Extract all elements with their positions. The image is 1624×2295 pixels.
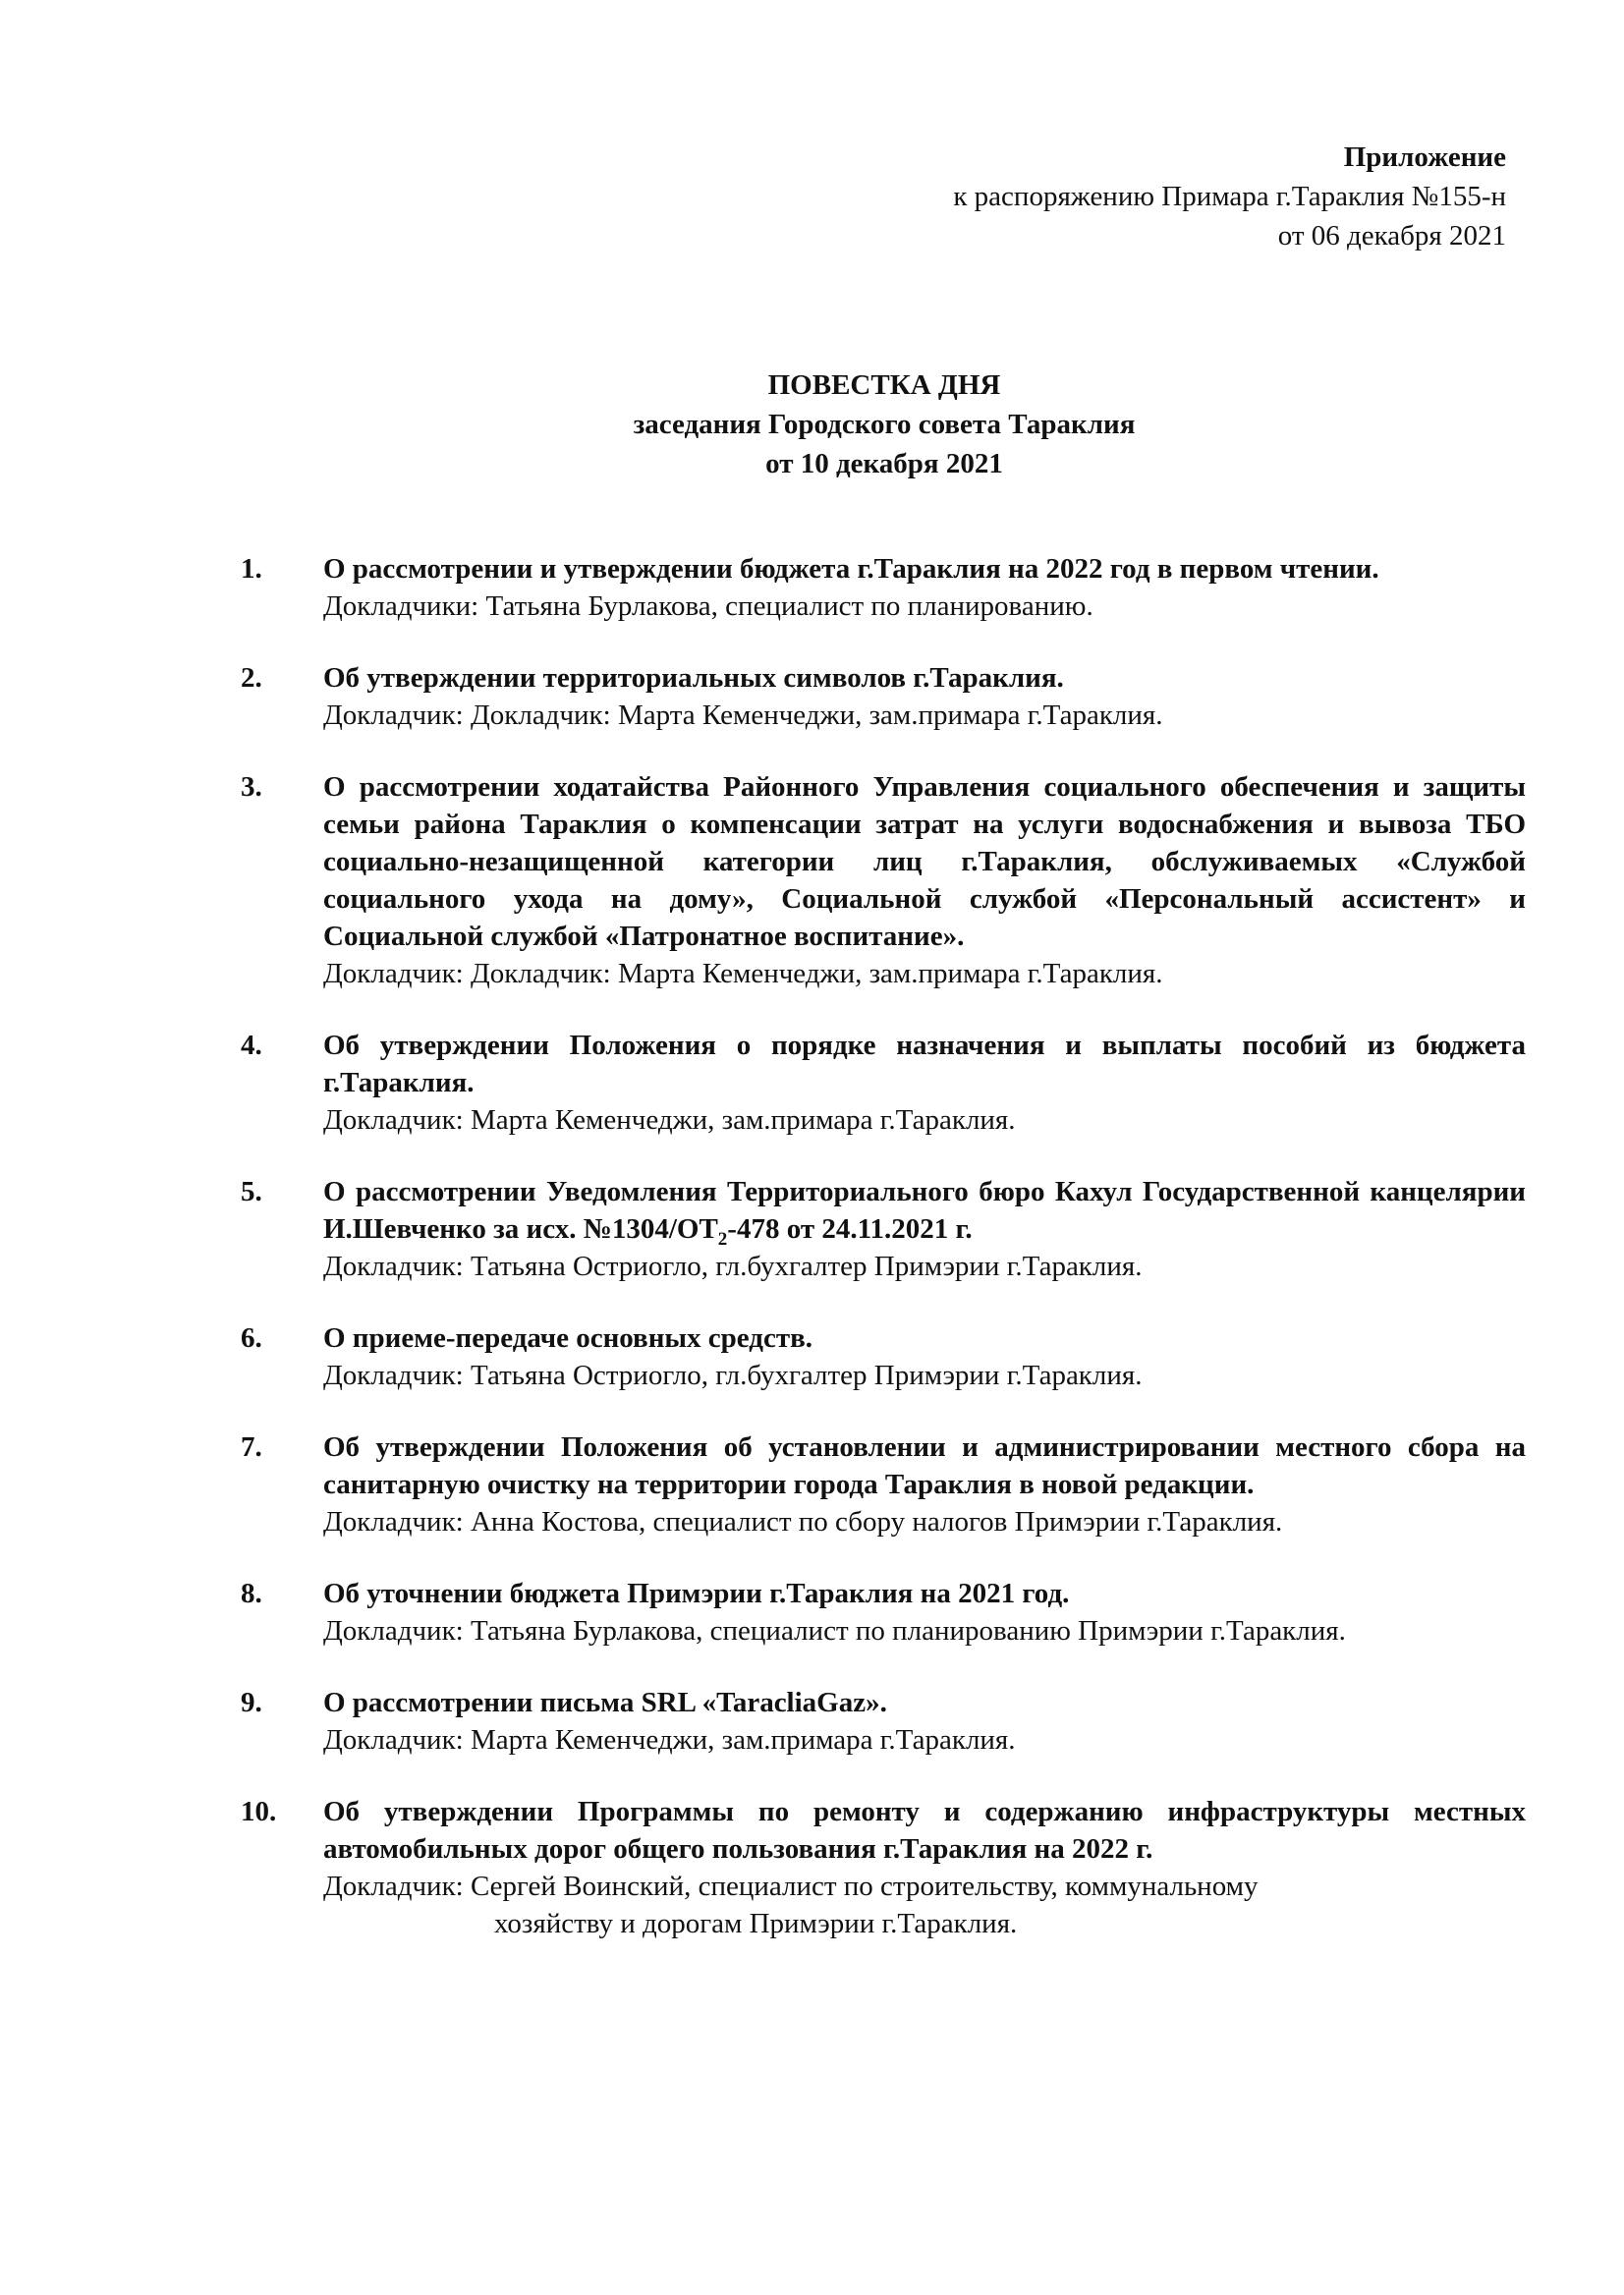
agenda-title: ПОВЕСТКА ДНЯ: [767, 369, 1001, 401]
item-title: О рассмотрении ходатайства Районного Управления социального обеспечения и защиты семьи района Тараклия о компенсации затрат на услуги водоснабжения и вывоза ТБО социально-незащищенной категории лиц г.Тараклия, обслуживаемых «Службой социального ухода на дому», Социальной службой «Персональный ассистент» и Социальной службой «Патронатное воспитание».: [323, 771, 1526, 952]
agenda-item-5: [241, 1173, 1526, 1285]
agenda-list: [241, 550, 1526, 1977]
item-title-part: О рассмотрении Уведомления Территориального бюро Кахул Государственной канцелярии И.Шевченко за исх. №1304/ОТ: [323, 1176, 1526, 1245]
item-title: О рассмотрении письма SRL «TaracliaGaz».: [323, 1687, 887, 1718]
appendix-block: [953, 138, 1506, 255]
item-title: Об утверждении Программы по ремонту и содержанию инфраструктуры местных автомобильных дорог общего пользования г.Тараклия на 2022 г.: [323, 1796, 1526, 1865]
item-title: О приеме-передаче основных средств.: [323, 1322, 812, 1354]
item-speaker: Докладчик: Докладчик: Марта Кеменчеджи, зам.примара г.Тараклия.: [323, 958, 1163, 989]
item-speaker: Докладчик: Сергей Воинский, специалист по строительству, коммунальному: [323, 1871, 1259, 1902]
item-number: 9.: [241, 1687, 262, 1718]
appendix-order-ref: к распоряжению Примара г.Тараклия №155-н: [953, 181, 1506, 212]
agenda-item-1: [241, 550, 1526, 625]
item-number: 7.: [241, 1431, 262, 1463]
item-title: Об утверждении Положения об установлении и администрировании местного сбора на санитарную очистку на территории города Тараклия в новой редакции.: [323, 1431, 1526, 1500]
agenda-item-6: [241, 1319, 1526, 1394]
agenda-item-7: [241, 1428, 1526, 1540]
item-title-part: -478 от 24.11.2021 г.: [727, 1213, 973, 1245]
item-speaker: Докладчик: Татьяна Бурлакова, специалист по планированию Примэрии г.Тараклия.: [323, 1615, 1346, 1647]
item-speaker: Докладчик: Докладчик: Марта Кеменчеджи, зам.примара г.Тараклия.: [323, 700, 1163, 731]
item-number: 6.: [241, 1322, 262, 1354]
item-title: [323, 1173, 1526, 1248]
item-title: Об утверждении территориальных символов г.Тараклия.: [323, 662, 1064, 694]
item-speaker: Докладчик: Татьяна Остриогло, гл.бухгалтер Примэрии г.Тараклия.: [323, 1251, 1143, 1282]
item-title-subscript: 2: [717, 1228, 728, 1250]
agenda-item-10: [241, 1793, 1526, 1942]
item-speaker: Докладчик: Марта Кеменчеджи, зам.примара г.Тараклия.: [323, 1104, 1016, 1136]
item-number: 10.: [241, 1796, 277, 1827]
agenda-item-8: [241, 1575, 1526, 1650]
agenda-item-4: [241, 1027, 1526, 1139]
item-number: 5.: [241, 1176, 262, 1207]
item-number: 3.: [241, 771, 262, 803]
appendix-title: Приложение: [1343, 141, 1506, 173]
agenda-item-9: [241, 1684, 1526, 1759]
agenda-item-3: [241, 768, 1526, 992]
item-speaker-continuation: хозяйству и дорогам Примэрии г.Тараклия.: [494, 1908, 1018, 1939]
item-title: О рассмотрении и утверждении бюджета г.Тараклия на 2022 год в первом чтении.: [323, 553, 1379, 585]
appendix-date: от 06 декабря 2021: [1277, 220, 1506, 252]
item-number: 1.: [241, 553, 262, 585]
agenda-subtitle: заседания Городского совета Тараклия: [633, 409, 1136, 440]
item-number: 8.: [241, 1578, 262, 1609]
item-speaker: Докладчик: Марта Кеменчеджи, зам.примара г.Тараклия.: [323, 1724, 1016, 1756]
item-number: 4.: [241, 1030, 262, 1061]
agenda-item-2: [241, 659, 1526, 734]
item-title: Об уточнении бюджета Примэрии г.Тараклия на 2021 год.: [323, 1578, 1070, 1609]
item-speaker: Докладчик: Татьяна Остриогло, гл.бухгалтер Примэрии г.Тараклия.: [323, 1360, 1143, 1391]
agenda-date: от 10 декабря 2021: [765, 448, 1003, 479]
agenda-heading: [0, 365, 1624, 483]
item-speaker: Докладчики: Татьяна Бурлакова, специалист по планированию.: [323, 590, 1093, 622]
item-speaker: Докладчик: Анна Костова, специалист по сбору налогов Примэрии г.Тараклия.: [323, 1506, 1283, 1538]
item-title: Об утверждении Положения о порядке назначения и выплаты пособий из бюджета г.Тараклия.: [323, 1030, 1526, 1098]
item-number: 2.: [241, 662, 262, 694]
